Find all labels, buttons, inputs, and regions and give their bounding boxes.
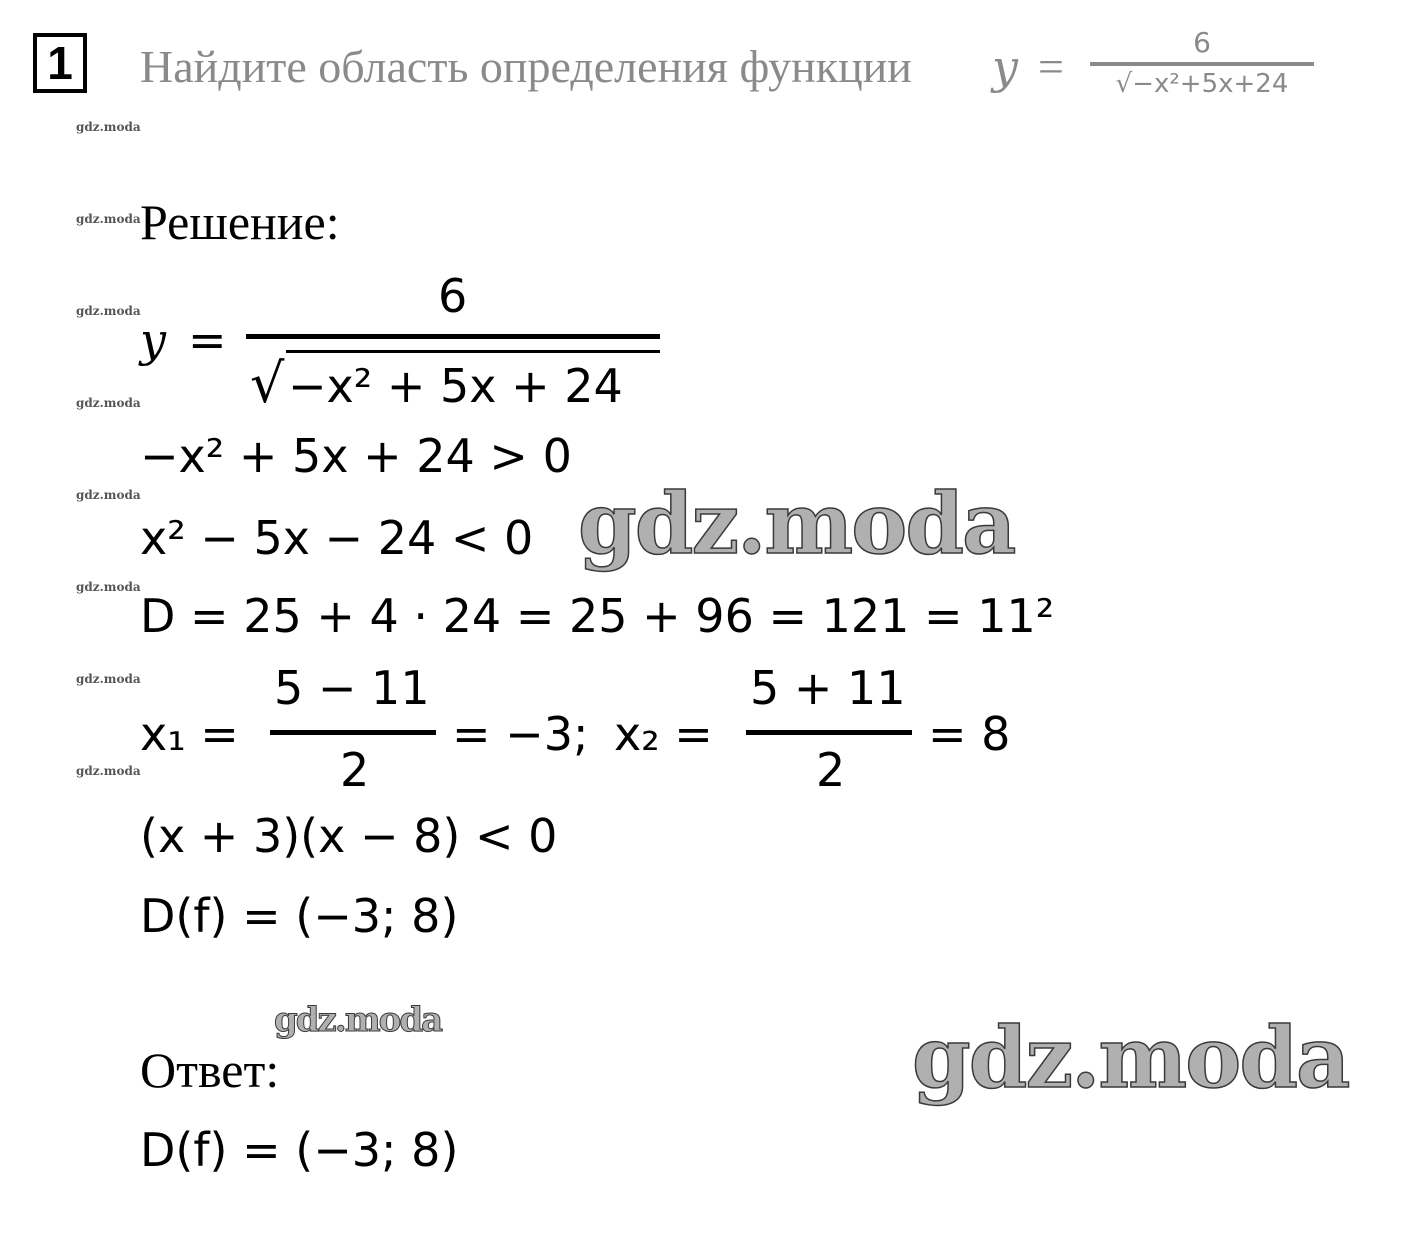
root1-result: = −3;: [452, 707, 589, 761]
root1-label: x₁ =: [140, 707, 239, 761]
watermark-small: gdz.moda: [76, 488, 141, 502]
function-numerator: 6: [438, 269, 468, 323]
discriminant-line: D = 25 + 4 · 24 = 25 + 96 = 121 = 11²: [140, 589, 1055, 643]
root2-label: x₂ =: [614, 707, 713, 761]
task-formula-bar: [1090, 62, 1314, 66]
watermark-small: gdz.moda: [76, 764, 141, 778]
task-formula-denominator: √−x²+5x+24: [1115, 69, 1289, 99]
answer-value: D(f) = (−3; 8): [140, 1123, 459, 1177]
root2-fraction-bar: [746, 730, 912, 735]
watermark-small: gdz.moda: [76, 212, 141, 226]
inequality-2: x² − 5x − 24 < 0: [140, 511, 534, 565]
domain-result: D(f) = (−3; 8): [140, 889, 459, 943]
watermark-small: gdz.moda: [76, 304, 141, 318]
watermark-small: gdz.moda: [76, 580, 141, 594]
function-radicand: −x² + 5x + 24: [288, 359, 623, 413]
radical-sign: √: [250, 352, 285, 415]
factored-inequality: (x + 3)(x − 8) < 0: [140, 809, 558, 863]
task-formula-numerator: 6: [1193, 26, 1211, 59]
watermark-small: gdz.moda: [76, 672, 141, 686]
root2-result: = 8: [928, 707, 1011, 761]
answer-heading: Ответ:: [140, 1042, 280, 1098]
task-formula-fraction: [1090, 26, 1314, 100]
root1-numerator: 5 − 11: [274, 661, 430, 715]
watermark-large: gdz.moda: [912, 1008, 1349, 1107]
task-formula-lhs: y: [992, 40, 1018, 94]
root1-denominator: 2: [340, 743, 370, 797]
function-fraction-bar: [246, 334, 660, 339]
radical-vinculum: [286, 350, 660, 353]
task-formula-eq: =: [1038, 41, 1064, 92]
function-eq: =: [188, 313, 227, 367]
watermark-medium: gdz.moda: [274, 1000, 442, 1040]
watermark-small: gdz.moda: [76, 120, 141, 134]
root1-fraction-bar: [270, 730, 436, 735]
inequality-1: −x² + 5x + 24 > 0: [140, 429, 572, 483]
root2-denominator: 2: [816, 743, 846, 797]
task-number-box: 1: [33, 33, 87, 93]
watermark-small: gdz.moda: [76, 396, 141, 410]
solution-heading: Решение:: [140, 194, 340, 250]
task-text: Найдите область определения функции: [140, 41, 912, 92]
watermark-large: gdz.moda: [578, 474, 1015, 573]
function-lhs: y: [140, 313, 166, 367]
root2-numerator: 5 + 11: [750, 661, 906, 715]
